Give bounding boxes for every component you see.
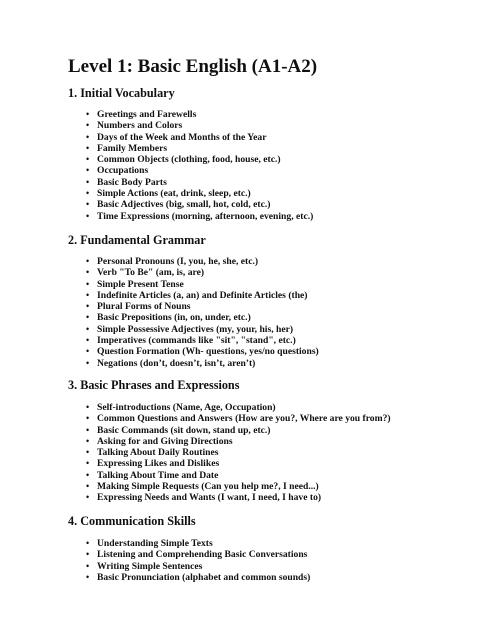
list-item-text: Occupations: [97, 165, 149, 177]
list-item-text: Simple Present Tense: [97, 278, 184, 290]
list-item-text: Listening and Comprehending Basic Conversations: [97, 549, 308, 561]
section-list-initial-vocabulary: [86, 109, 313, 222]
bullet-icon: •: [86, 109, 90, 119]
bullet-icon: •: [86, 560, 90, 571]
bullet-icon: •: [86, 199, 90, 210]
list-item-text: Expressing Needs and Wants (I want, I need, I have to): [97, 492, 322, 504]
list-item-text: Time Expressions (morning, afternoon, evening, etc.): [97, 210, 314, 222]
list-item-text: Basic Pronunciation (alphabet and common sounds): [97, 571, 311, 583]
list-item-text: Verb "To Be" (am, is, are): [97, 267, 205, 279]
section-list-fundamental-grammar: [86, 256, 319, 369]
list-item: [86, 154, 313, 165]
list-item-text: Indefinite Articles (a, an) and Definite Articles (the): [97, 289, 308, 301]
list-item-text: Plural Forms of Nouns: [97, 301, 191, 313]
bullet-icon: •: [86, 323, 90, 334]
list-item-text: Common Questions and Answers (How are you?, Where are you from?): [97, 413, 391, 425]
bullet-icon: •: [86, 549, 90, 560]
bullet-icon: •: [86, 571, 90, 582]
list-item-text: Common Objects (clothing, food, house, etc.): [97, 154, 281, 166]
bullet-icon: •: [86, 424, 90, 435]
bullet-icon: •: [86, 346, 90, 357]
bullet-icon: •: [86, 142, 90, 153]
list-item: [86, 256, 319, 267]
list-item: [86, 211, 313, 222]
section-list-communication-skills: [86, 538, 310, 583]
list-item-text: Question Formation (Wh- questions, yes/no questions): [97, 346, 319, 358]
list-item-text: Basic Prepositions (in, on, under, etc.): [97, 312, 251, 324]
list-item: [86, 290, 319, 301]
section-heading-fundamental-grammar: 2. Fundamental Grammar: [68, 233, 206, 247]
bullet-icon: •: [86, 176, 90, 187]
list-item-text: Days of the Week and Months of the Year: [97, 131, 267, 143]
bullet-icon: •: [86, 165, 90, 176]
list-item: [86, 458, 391, 469]
list-item: [86, 538, 310, 549]
list-item: [86, 549, 310, 560]
list-item-text: Making Simple Requests (Can you help me?, I need...): [97, 481, 319, 493]
bullet-icon: •: [86, 267, 90, 278]
list-item-text: Talking About Time and Date: [97, 469, 219, 481]
list-item-text: Expressing Likes and Dislikes: [97, 458, 220, 470]
section-heading-communication-skills: 4. Communication Skills: [68, 514, 196, 528]
bullet-icon: •: [86, 301, 90, 312]
list-item: [86, 188, 313, 199]
bullet-icon: •: [86, 188, 90, 199]
list-item: [86, 561, 310, 572]
bullet-icon: •: [86, 469, 90, 480]
bullet-icon: •: [86, 210, 90, 221]
bullet-icon: •: [86, 447, 90, 458]
list-item: [86, 470, 391, 481]
bullet-icon: •: [86, 289, 90, 300]
bullet-icon: •: [86, 458, 90, 469]
list-item-text: Simple Possessive Adjectives (my, your, his, her): [97, 323, 294, 335]
list-item: [86, 301, 319, 312]
bullet-icon: •: [86, 402, 90, 412]
list-item: [86, 447, 391, 458]
list-item: [86, 143, 313, 154]
list-item-text: Personal Pronouns (I, you, he, she, etc.): [97, 256, 259, 267]
bullet-icon: •: [86, 335, 90, 346]
list-item: [86, 436, 391, 447]
bullet-icon: •: [86, 357, 90, 368]
list-item: [86, 346, 319, 357]
bullet-icon: •: [86, 413, 90, 424]
list-item-text: Basic Commands (sit down, stand up, etc.): [97, 424, 271, 436]
bullet-icon: •: [86, 278, 90, 289]
list-item: [86, 165, 313, 176]
list-item: [86, 279, 319, 290]
list-item: [86, 312, 319, 323]
list-item-text: Basic Adjectives (big, small, hot, cold, etc.): [97, 199, 271, 211]
list-item: [86, 492, 391, 503]
list-item: [86, 177, 313, 188]
list-item-text: Family Members: [97, 142, 168, 154]
bullet-icon: •: [86, 435, 90, 446]
list-item: [86, 324, 319, 335]
list-item-text: Understanding Simple Texts: [97, 538, 213, 549]
list-item-text: Talking About Daily Routines: [97, 447, 219, 459]
bullet-icon: •: [86, 256, 90, 266]
list-item: [86, 267, 319, 278]
list-item: [86, 120, 313, 131]
list-item-text: Greetings and Farewells: [97, 109, 197, 120]
list-item: [86, 413, 391, 424]
list-item: [86, 132, 313, 143]
list-item-text: Self-introductions (Name, Age, Occupation): [97, 402, 276, 413]
section-list-basic-phrases: [86, 402, 391, 504]
bullet-icon: •: [86, 154, 90, 165]
section-heading-initial-vocabulary: 1. Initial Vocabulary: [68, 86, 175, 100]
list-item: [86, 109, 313, 120]
bullet-icon: •: [86, 131, 90, 142]
list-item-text: Simple Actions (eat, drink, sleep, etc.): [97, 188, 251, 200]
list-item: [86, 572, 310, 583]
bullet-icon: •: [86, 538, 90, 548]
list-item: [86, 402, 391, 413]
bullet-icon: •: [86, 312, 90, 323]
list-item-text: Writing Simple Sentences: [97, 560, 203, 572]
bullet-icon: •: [86, 120, 90, 131]
list-item: [86, 481, 391, 492]
list-item-text: Asking for and Giving Directions: [97, 435, 233, 447]
list-item: [86, 425, 391, 436]
list-item: [86, 358, 319, 369]
list-item-text: Numbers and Colors: [97, 120, 183, 132]
list-item: [86, 335, 319, 346]
bullet-icon: •: [86, 492, 90, 503]
list-item-text: Basic Body Parts: [97, 176, 167, 188]
list-item-text: Imperatives (commands like "sit", "stand", etc.): [97, 335, 296, 347]
list-item-text: Negations (don’t, doesn’t, isn’t, aren’t): [97, 357, 256, 369]
bullet-icon: •: [86, 481, 90, 492]
list-item: [86, 199, 313, 210]
document-title: Level 1: Basic English (A1-A2): [68, 56, 318, 77]
section-heading-basic-phrases: 3. Basic Phrases and Expressions: [68, 378, 240, 392]
